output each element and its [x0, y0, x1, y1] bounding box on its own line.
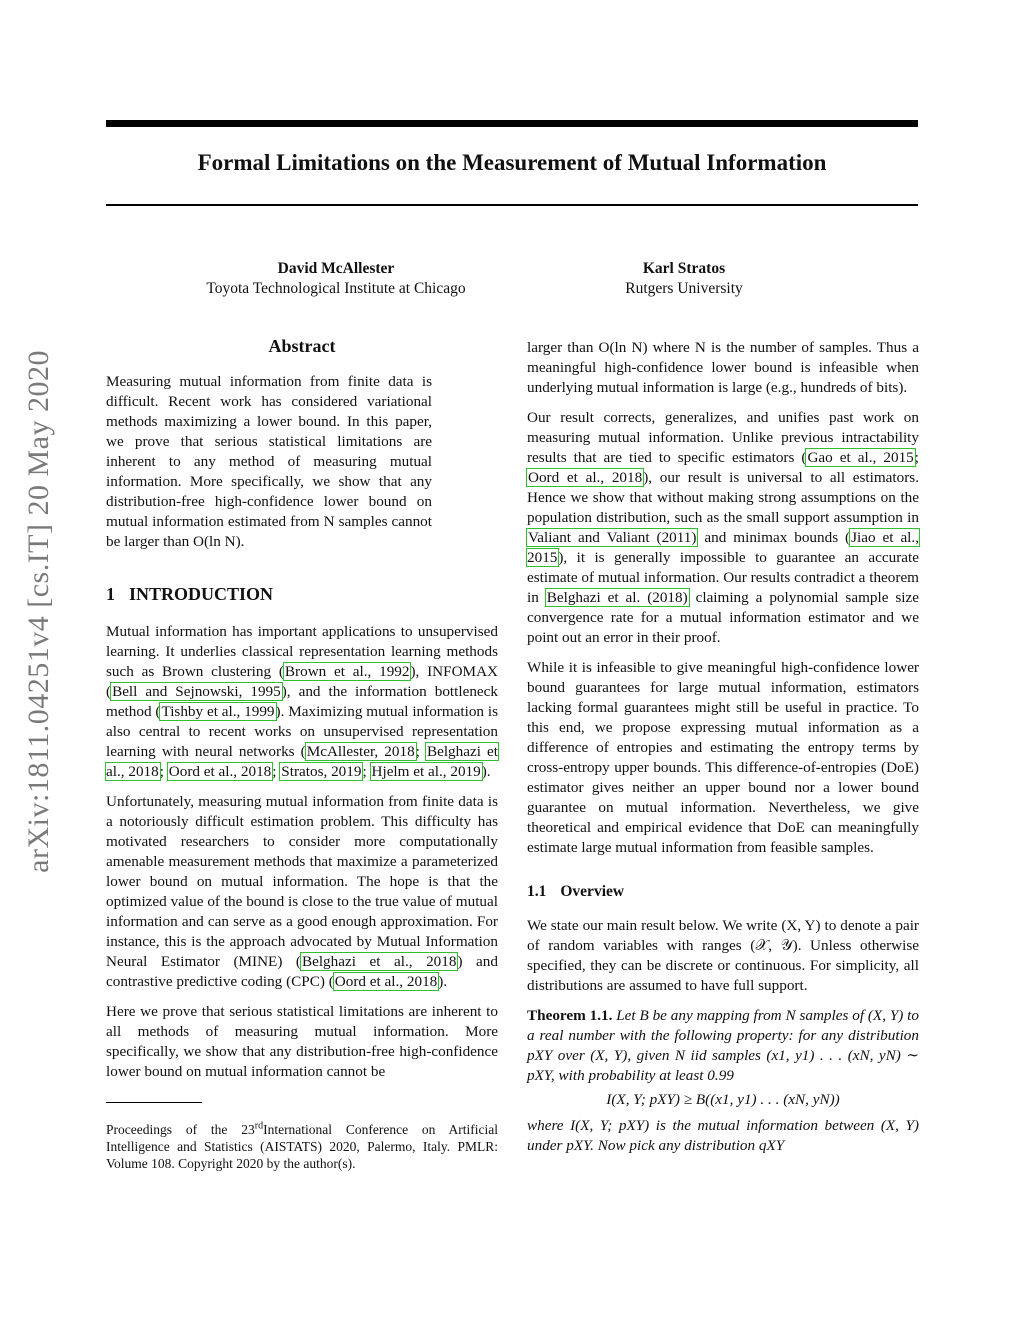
author-affiliation: Toyota Technological Institute at Chicago — [206, 280, 466, 297]
section-title: INTRODUCTION — [129, 584, 274, 604]
citation-link[interactable]: Oord et al., 2018 — [168, 763, 272, 780]
footnote: Proceedings of the 23rdInternational Conference on Artificial Intelligence and Statistics (AISTATS) 2020, Palermo, Italy. PMLR: Volume 108. Copyright 2020 by the author(s). — [106, 1120, 498, 1171]
right-column — [527, 338, 919, 1166]
subsection-heading — [527, 882, 919, 902]
author-affiliation: Rutgers University — [625, 280, 743, 297]
title-rule-bottom — [106, 204, 918, 206]
citation-link[interactable]: Jiao et al., 2015 — [527, 529, 920, 566]
citation-link[interactable]: Hjelm et al., 2019 — [371, 763, 481, 780]
arxiv-stamp: arXiv:1811.04251v4 [cs.IT] 20 May 2020 — [22, 350, 55, 873]
citation-link[interactable]: Oord et al., 2018 — [528, 469, 643, 486]
subsection-number: 1.1 — [527, 883, 547, 900]
footnote-rule — [106, 1102, 202, 1103]
citation-link[interactable]: Tishby et al., 1999 — [161, 703, 275, 720]
citation-link[interactable]: McAllester, 2018 — [306, 743, 415, 760]
intro-paragraph-continued: larger than O(ln N) where N is the number of samples. Thus a meaningful high-confidence lower bound is infeasible when underlying mutual information is large (e.g., hundreds of bits). — [527, 339, 919, 396]
intro-paragraph-1: Mutual information has important applications to unsupervised learning. It underlies classical representation learning methods such as Brown clustering (Brown et al., 1992), INFOMAX (Bell and Sejnowski, 1995), and the information bottleneck method (Tishby et al., 1999). Maximizing mutual information is also central to recent works on unsupervised representation learning with neural networks (McAllester, 2018; Belghazi et al., 2018; Oord et al., 2018; Stratos, 2019; Hjelm et al., 2019). — [106, 623, 498, 780]
section-heading — [106, 584, 498, 604]
section-number: 1 — [106, 584, 115, 604]
theorem-continuation: where I(X, Y; pXY) is the mutual information between (X, Y) under pXY. Now pick any distribution qXY — [527, 1117, 919, 1154]
subsection-title: Overview — [560, 883, 625, 900]
theorem-statement: Theorem 1.1. Let B be any mapping from N samples of (X, Y) to a real number with the following property: for any distribution pXY over (X, Y), given N iid samples (x1, y1) . . . (xN, yN) ∼ pXY, with probability at least 0.99 — [527, 1007, 919, 1084]
author-name: David McAllester — [277, 260, 395, 277]
author-2 — [520, 259, 848, 299]
citation-link[interactable]: Gao et al., 2015 — [807, 449, 914, 466]
intro-paragraph-2: Unfortunately, measuring mutual information from finite data is a notoriously difficult estimation problem. This difficulty has motivated researchers to consider more computationally amenable measurement methods that maximize a parameterized lower bound on mutual information. The hope is that the optimized value of the bound is close to the true value of mutual information and can serve as a good enough approximation. For instance, this is the approach advocated by Mutual Information Neural Estimator (MINE) (Belghazi et al., 2018) and contrastive predictive coding (CPC) (Oord et al., 2018). — [106, 793, 498, 990]
intro-paragraph-3: Here we prove that serious statistical limitations are inherent to all methods of measuring mutual information. More specifically, we show that any distribution-free high-confidence lower bound on mutual information cannot be — [106, 1003, 498, 1080]
citation-link[interactable]: Oord et al., 2018 — [334, 973, 438, 990]
theorem-equation: I(X, Y; pXY) ≥ B((x1, y1) . . . (xN, yN)) — [606, 1091, 840, 1108]
intro-paragraph-5: While it is infeasible to give meaningful high-confidence lower bound guarantees for large mutual information, estimators lacking formal guarantees might still be useful in practice. To this end, we propose expressing mutual information as a difference of entropies and estimating the entropy terms by cross-entropy upper bounds. This difference-of-entropies (DoE) estimator gives neither an upper bound nor a lower bound guarantee on mutual information. Nevertheless, we give theoretical and empirical evidence that DoE can meaningfully estimate large mutual information from feasible samples. — [527, 659, 919, 856]
abstract-body: Measuring mutual information from finite data is difficult. Recent work has considered variational methods maximizing a lower bound. In this paper, we prove that serious statistical limitations are inherent to any method of measuring mutual information. More specifically, we show that any distribution-free high-confidence lower bound on mutual information estimated from N samples cannot be larger than O(ln N). — [106, 373, 432, 550]
author-1 — [160, 259, 512, 299]
citation-link[interactable]: Belghazi et al., 2018 — [106, 743, 498, 780]
citation-link[interactable]: Stratos, 2019 — [281, 763, 362, 780]
overview-paragraph: We state our main result below. We write (X, Y) to denote a pair of random variables with ranges (𝒳, 𝒴). Unless otherwise specified, they can be discrete or continuous. For simplicity, all distributions are assumed to have full support. — [527, 917, 919, 994]
citation-link[interactable]: Belghazi et al. (2018) — [546, 589, 688, 606]
citation-link[interactable]: Brown et al., 1992 — [284, 663, 410, 680]
abstract-heading: Abstract — [268, 336, 336, 356]
intro-paragraph-4: Our result corrects, generalizes, and unifies past work on measuring mutual information. Unlike previous intractability results that are tied to specific estimators (Gao et al., 2015; Oord et al., 2018), our result is universal to all estimators. Hence we show that without making strong assumptions on the population distribution, such as the small support assumption in Valiant and Valiant (2011) and minimax bounds (Jiao et al., 2015), it is generally impossible to guarantee an accurate estimate of mutual information. Our results contradict a theorem in Belghazi et al. (2018) claiming a polynomial sample size convergence rate for a mutual information estimator and we point out an error in their proof. — [527, 409, 920, 646]
citation-link[interactable]: Valiant and Valiant (2011) — [528, 529, 697, 546]
citation-link[interactable]: Bell and Sejnowski, 1995 — [112, 683, 281, 700]
author-name: Karl Stratos — [642, 260, 726, 277]
theorem-label: Theorem 1.1. — [527, 1007, 613, 1024]
paper-title: Formal Limitations on the Measurement of Mutual Information — [197, 150, 827, 175]
left-column — [106, 336, 498, 1182]
citation-link[interactable]: Belghazi et al., 2018 — [301, 953, 457, 970]
title-rule-top — [106, 120, 918, 127]
